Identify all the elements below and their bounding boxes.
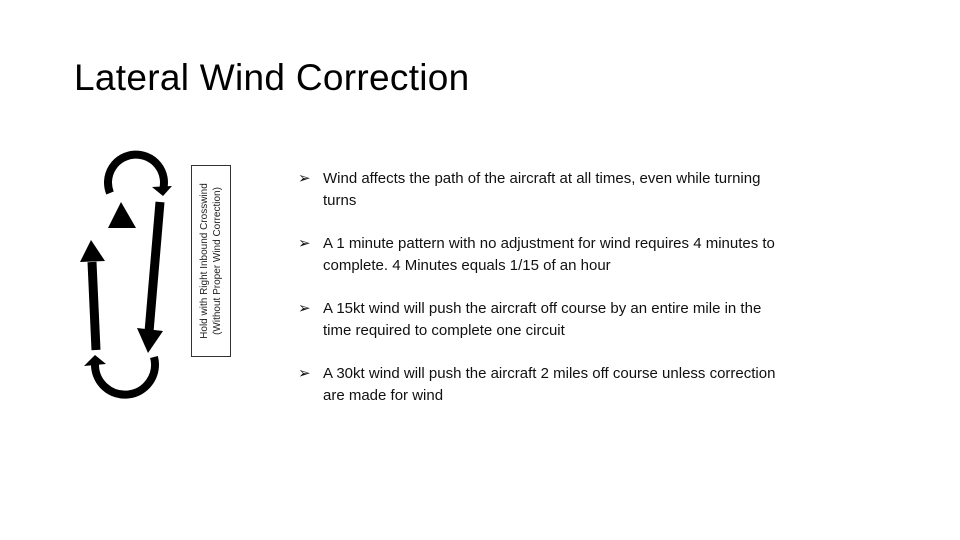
diagram-caption: [198, 167, 224, 355]
bottom-turn-arrowhead: [84, 355, 106, 366]
inbound-leg: [92, 262, 96, 350]
bullet-text: A 30kt wind will push the aircraft 2 miles off course unless correction are made for wind: [323, 365, 776, 404]
bullet-item: [298, 298, 778, 341]
arrow-bullet-icon: ➢: [298, 169, 311, 187]
inbound-arrowhead: [80, 240, 105, 262]
arrow-bullet-icon: ➢: [298, 299, 311, 317]
diagram-caption-box: [191, 165, 231, 357]
bullet-text: A 1 minute pattern with no adjustment for wind requires 4 minutes to complete. 4 Minutes equals 1/15 of an hour: [323, 235, 775, 274]
bullet-list: [298, 168, 778, 428]
bullet-item: [298, 363, 778, 406]
outbound-leg: [149, 202, 160, 332]
top-turn-arrowhead: [152, 186, 172, 196]
arrow-bullet-icon: ➢: [298, 364, 311, 382]
bullet-item: [298, 233, 778, 276]
outbound-arrowhead: [137, 328, 163, 353]
arrow-bullet-icon: ➢: [298, 234, 311, 252]
aircraft-triangle-icon: [108, 202, 136, 228]
diagram-caption-line-1: Hold with Right Inbound Crosswind: [199, 183, 210, 339]
slide-title: Lateral Wind Correction: [74, 57, 470, 98]
bullet-text: Wind affects the path of the aircraft at all times, even while turning turns: [323, 170, 761, 209]
diagram-caption-line-2: (Without Proper Wind Correction): [212, 187, 223, 335]
bullet-item: [298, 168, 778, 211]
bullet-text: A 15kt wind will push the aircraft off course by an entire mile in the time required to complete one circuit: [323, 300, 762, 339]
